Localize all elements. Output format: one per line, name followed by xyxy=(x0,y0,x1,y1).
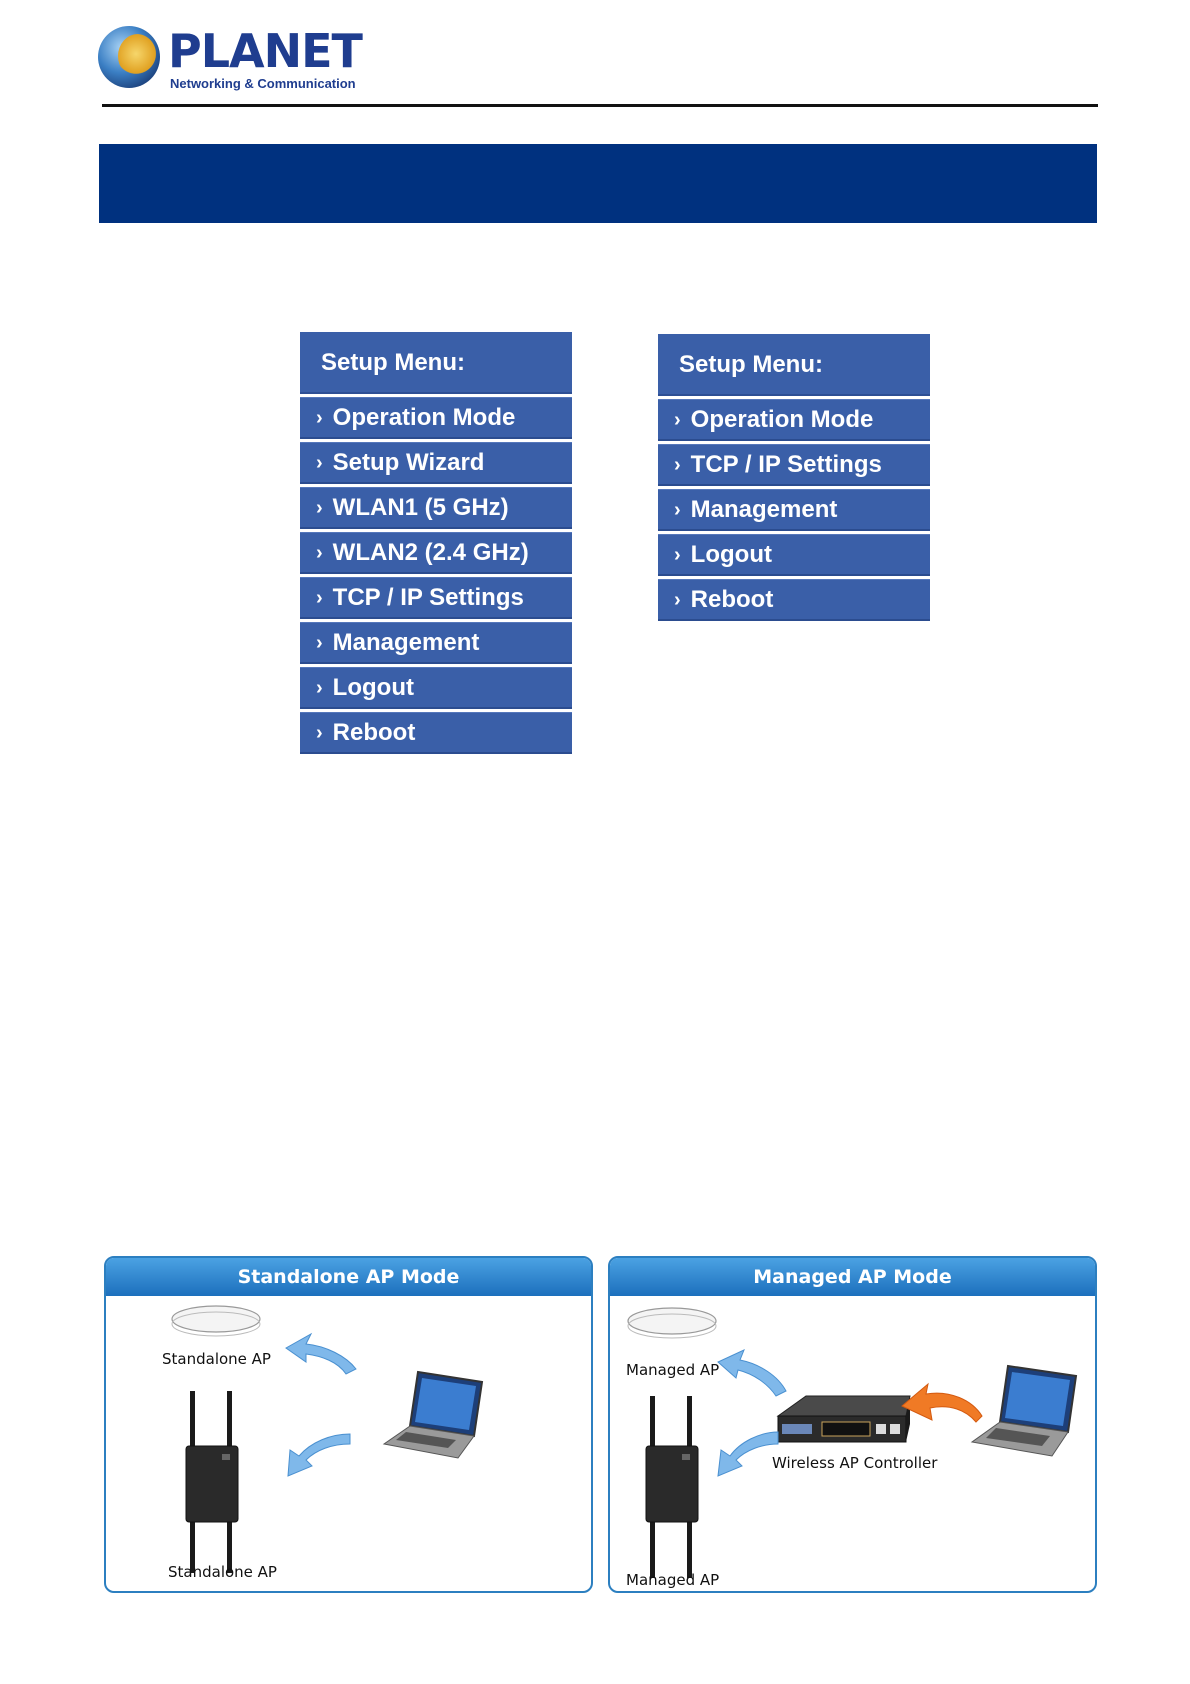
diagram-title: Standalone AP Mode xyxy=(106,1258,591,1296)
wall-ap-icon xyxy=(646,1396,698,1578)
arrow-to-ceiling-ap-icon xyxy=(718,1350,786,1396)
menu-item-management[interactable] xyxy=(300,622,572,664)
ceiling-ap-icon xyxy=(172,1306,260,1336)
menu-item-setup-wizard[interactable] xyxy=(300,442,572,484)
arrow-to-ceiling-ap-icon xyxy=(286,1334,356,1374)
menu-item-label: Reboot xyxy=(332,719,416,746)
section-title-band xyxy=(99,144,1097,223)
diagram-title: Managed AP Mode xyxy=(610,1258,1095,1296)
managed-ap-label-ceiling: Managed AP xyxy=(626,1361,720,1379)
globe-logo-icon xyxy=(98,26,160,88)
chevron-right-icon: › xyxy=(674,409,681,431)
standalone-ap-label-ceiling: Standalone AP xyxy=(162,1350,271,1368)
menu-item-label: TCP / IP Settings xyxy=(690,451,882,478)
menu-item-operation-mode[interactable] xyxy=(658,399,930,441)
menu-item-label: Operation Mode xyxy=(332,404,516,431)
arrow-to-controller-icon xyxy=(902,1384,982,1422)
menu-item-label: WLAN1 (5 GHz) xyxy=(332,494,509,521)
setup-menu-title: Setup Menu: xyxy=(658,334,930,396)
menu-item-label: Setup Wizard xyxy=(332,449,485,476)
wireless-ap-controller-label: Wireless AP Controller xyxy=(772,1454,938,1472)
chevron-right-icon: › xyxy=(316,497,323,519)
menu-item-tcp-ip-settings[interactable] xyxy=(300,577,572,619)
chevron-right-icon: › xyxy=(674,589,681,611)
arrow-to-wall-ap-icon xyxy=(288,1434,350,1476)
logo-wordmark: PLANET xyxy=(168,24,362,78)
setup-menu-managed xyxy=(658,334,930,621)
chevron-right-icon: › xyxy=(316,407,323,429)
managed-ap-label-wall: Managed AP xyxy=(626,1571,720,1589)
chevron-right-icon: › xyxy=(316,722,323,744)
chevron-right-icon: › xyxy=(674,499,681,521)
menu-item-logout[interactable] xyxy=(300,667,572,709)
laptop-icon xyxy=(972,1366,1076,1456)
menu-item-reboot[interactable] xyxy=(300,712,572,754)
wireless-ap-controller-icon xyxy=(778,1396,910,1442)
managed-ap-mode-diagram xyxy=(608,1256,1097,1593)
standalone-diagram-art xyxy=(106,1296,591,1591)
ceiling-ap-icon xyxy=(628,1308,716,1338)
chevron-right-icon: › xyxy=(316,677,323,699)
chevron-right-icon: › xyxy=(316,542,323,564)
menu-item-label: Management xyxy=(332,629,480,656)
menu-item-label: Logout xyxy=(332,674,414,701)
menu-item-label: Logout xyxy=(690,541,772,568)
menu-item-label: WLAN2 (2.4 GHz) xyxy=(332,539,529,566)
menu-item-label: TCP / IP Settings xyxy=(332,584,524,611)
menu-item-management[interactable] xyxy=(658,489,930,531)
menu-item-label: Reboot xyxy=(690,586,774,613)
chevron-right-icon: › xyxy=(316,632,323,654)
menu-item-wlan1[interactable] xyxy=(300,487,572,529)
laptop-icon xyxy=(384,1372,482,1458)
chevron-right-icon: › xyxy=(316,452,323,474)
setup-menu-standalone xyxy=(300,332,572,754)
menu-item-label: Management xyxy=(690,496,838,523)
menu-item-operation-mode[interactable] xyxy=(300,397,572,439)
standalone-ap-mode-diagram xyxy=(104,1256,593,1593)
menu-item-reboot[interactable] xyxy=(658,579,930,621)
standalone-ap-label-wall: Standalone AP xyxy=(168,1563,277,1581)
managed-diagram-art xyxy=(610,1296,1095,1591)
planet-logo xyxy=(98,24,362,94)
logo-tagline: Networking & Communication xyxy=(170,76,356,91)
header-divider xyxy=(102,104,1098,107)
menu-item-logout[interactable] xyxy=(658,534,930,576)
setup-menu-title: Setup Menu: xyxy=(300,332,572,394)
chevron-right-icon: › xyxy=(674,454,681,476)
menu-item-tcp-ip-settings[interactable] xyxy=(658,444,930,486)
menu-item-label: Operation Mode xyxy=(690,406,874,433)
chevron-right-icon: › xyxy=(674,544,681,566)
wall-ap-icon xyxy=(186,1391,238,1573)
chevron-right-icon: › xyxy=(316,587,323,609)
arrow-to-wall-ap-icon xyxy=(718,1432,778,1476)
menu-item-wlan2[interactable] xyxy=(300,532,572,574)
